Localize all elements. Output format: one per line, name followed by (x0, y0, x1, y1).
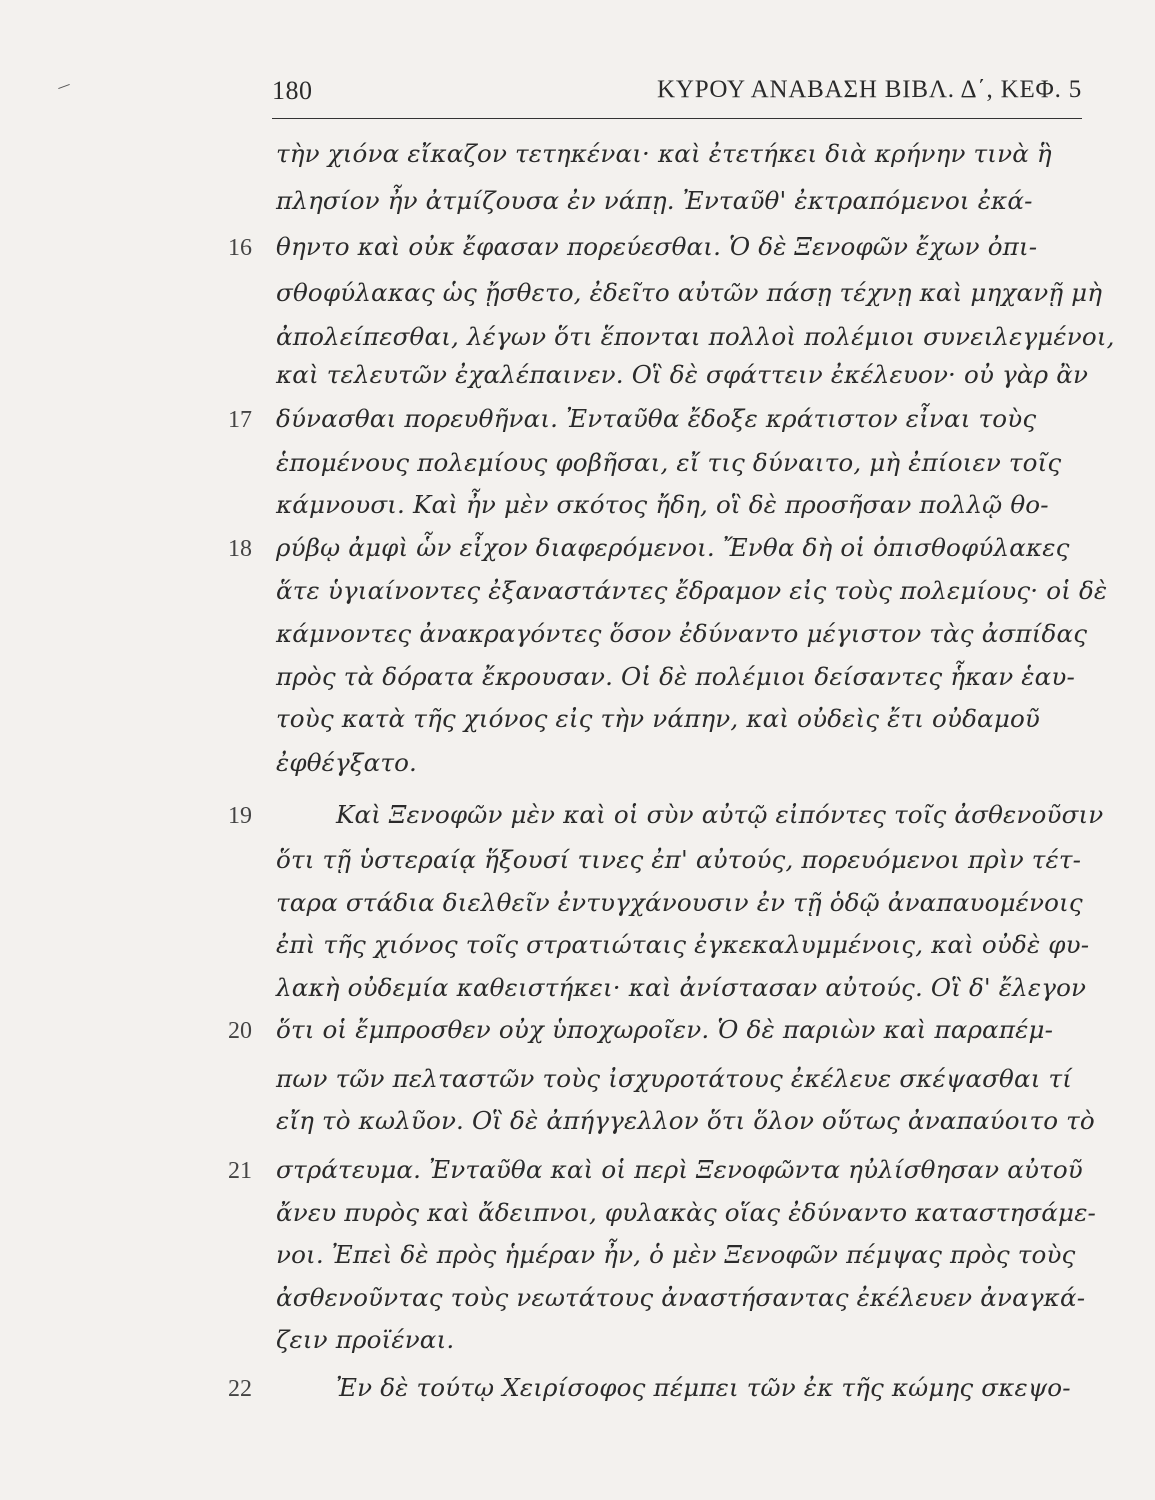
text-line: Καὶ Ξενοφῶν μὲν καὶ οἱ σὺν αὐτῷ εἰπόντες τοῖς ἀσθενοῦσιν (336, 800, 1104, 829)
section-number: 20 (228, 1018, 252, 1044)
text-line: Ἐν δὲ τούτῳ Χειρίσοφος πέμπει τῶν ἐκ τῆς κώμης σκεψο- (336, 1373, 1071, 1402)
text-line: τὴν χιόνα εἴκαζον τετηκέναι· καὶ ἐτετήκει διὰ κρήνην τινὰ ἣ (276, 139, 1052, 168)
section-number: 17 (228, 407, 252, 433)
running-title: ΚΥΡΟΥ ΑΝΑΒΑΣΗ ΒΙΒΛ. Δ΄, ΚΕΦ. 5 (657, 76, 1082, 103)
text-line: ταρα στάδια διελθεῖν ἐντυγχάνουσιν ἐν τῇ ὁδῷ ἀναπαυομένοις (276, 888, 1083, 917)
text-line: σθοφύλακας ὡς ᾔσθετο, ἐδεῖτο αὐτῶν πάσῃ τέχνῃ καὶ μηχανῇ μὴ (276, 278, 1103, 307)
page-number: 180 (272, 76, 313, 105)
section-number: 16 (228, 235, 252, 261)
text-line: καὶ τελευτῶν ἐχαλέπαινεν. Οἳ δὲ σφάττειν ἐκέλευον· οὐ γὰρ ἂν (276, 360, 1089, 389)
margin-mark (58, 84, 70, 89)
text-line: ζειν προϊέναι. (276, 1325, 455, 1354)
text-line: στράτευμα. Ἐνταῦθα καὶ οἱ περὶ Ξενοφῶντα ηὐλίσθησαν αὐτοῦ (276, 1155, 1083, 1184)
text-line: πρὸς τὰ δόρατα ἔκρουσαν. Οἱ δὲ πολέμιοι δείσαντες ἧκαν ἑαυ- (276, 662, 1075, 691)
text-line: πλησίον ἦν ἀτμίζουσα ἐν νάπῃ. Ἐνταῦθ' ἐκτραπόμενοι ἐκά- (276, 186, 1033, 215)
text-line: ὅτι τῇ ὑστεραίᾳ ἥξουσί τινες ἐπ' αὐτούς, πορευόμενοι πρὶν τέτ- (276, 845, 1082, 874)
text-line: ἀσθενοῦντας τοὺς νεωτάτους ἀναστήσαντας ἐκέλευεν ἀναγκά- (276, 1283, 1086, 1312)
text-line: ἅτε ὑγιαίνοντες ἐξαναστάντες ἔδραμον εἰς τοὺς πολεμίους· οἱ δὲ (276, 576, 1108, 605)
text-line: θηντο καὶ οὐκ ἔφασαν πορεύεσθαι. Ὁ δὲ Ξενοφῶν ἔχων ὀπι- (276, 232, 1038, 261)
text-line: πων τῶν πελταστῶν τοὺς ἰσχυροτάτους ἐκέλευε σκέψασθαι τί (276, 1064, 1073, 1093)
text-line: ἑπομένους πολεμίους φοβῆσαι, εἴ τις δύναιτο, μὴ ἐπίοιεν τοῖς (276, 448, 1062, 477)
text-line: ἐφθέγξατο. (276, 748, 418, 777)
text-line: ἀπολείπεσθαι, λέγων ὅτι ἕπονται πολλοὶ πολέμιοι συνειλεγμένοι, (276, 322, 1115, 351)
text-line: δύνασθαι πορευθῆναι. Ἐνταῦθα ἔδοξε κράτιστον εἶναι τοὺς (276, 404, 1037, 433)
text-line: κάμνοντες ἀνακραγόντες ὅσον ἐδύναντο μέγιστον τὰς ἀσπίδας (276, 619, 1088, 648)
section-number: 18 (228, 536, 252, 562)
text-line: λακὴ οὐδεμία καθειστήκει· καὶ ἀνίστασαν αὐτούς. Οἳ δ' ἔλεγον (276, 973, 1087, 1002)
text-line: κάμνουσι. Καὶ ἦν μὲν σκότος ἤδη, οἳ δὲ προσῆσαν πολλῷ θο- (276, 490, 1049, 519)
header-rule (272, 118, 1082, 119)
text-line: εἴη τὸ κωλῦον. Οἳ δὲ ἀπήγγελλον ὅτι ὅλον οὕτως ἀναπαύοιτο τὸ (276, 1106, 1095, 1135)
section-number: 21 (228, 1158, 252, 1184)
section-number: 19 (228, 803, 252, 829)
text-line: ἄνευ πυρὸς καὶ ἄδειπνοι, φυλακὰς οἵας ἐδύναντο καταστησάμε- (276, 1198, 1096, 1227)
text-line: ἐπὶ τῆς χιόνος τοῖς στρατιώταις ἐγκεκαλυμμένοις, καὶ οὐδὲ φυ- (276, 930, 1090, 959)
text-line: τοὺς κατὰ τῆς χιόνος εἰς τὴν νάπην, καὶ οὐδεὶς ἔτι οὐδαμοῦ (276, 704, 1041, 733)
section-number: 22 (228, 1376, 252, 1402)
text-line: ρύβῳ ἀμφὶ ὧν εἶχον διαφερόμενοι. Ἔνθα δὴ οἱ ὀπισθοφύλακες (276, 533, 1070, 562)
page-header (272, 76, 1082, 116)
text-line: ὅτι οἱ ἔμπροσθεν οὐχ ὑποχωροῖεν. Ὁ δὲ παριὼν καὶ παραπέμ- (276, 1015, 1054, 1044)
text-line: νοι. Ἐπεὶ δὲ πρὸς ἡμέραν ἦν, ὁ μὲν Ξενοφῶν πέμψας πρὸς τοὺς (276, 1240, 1076, 1269)
